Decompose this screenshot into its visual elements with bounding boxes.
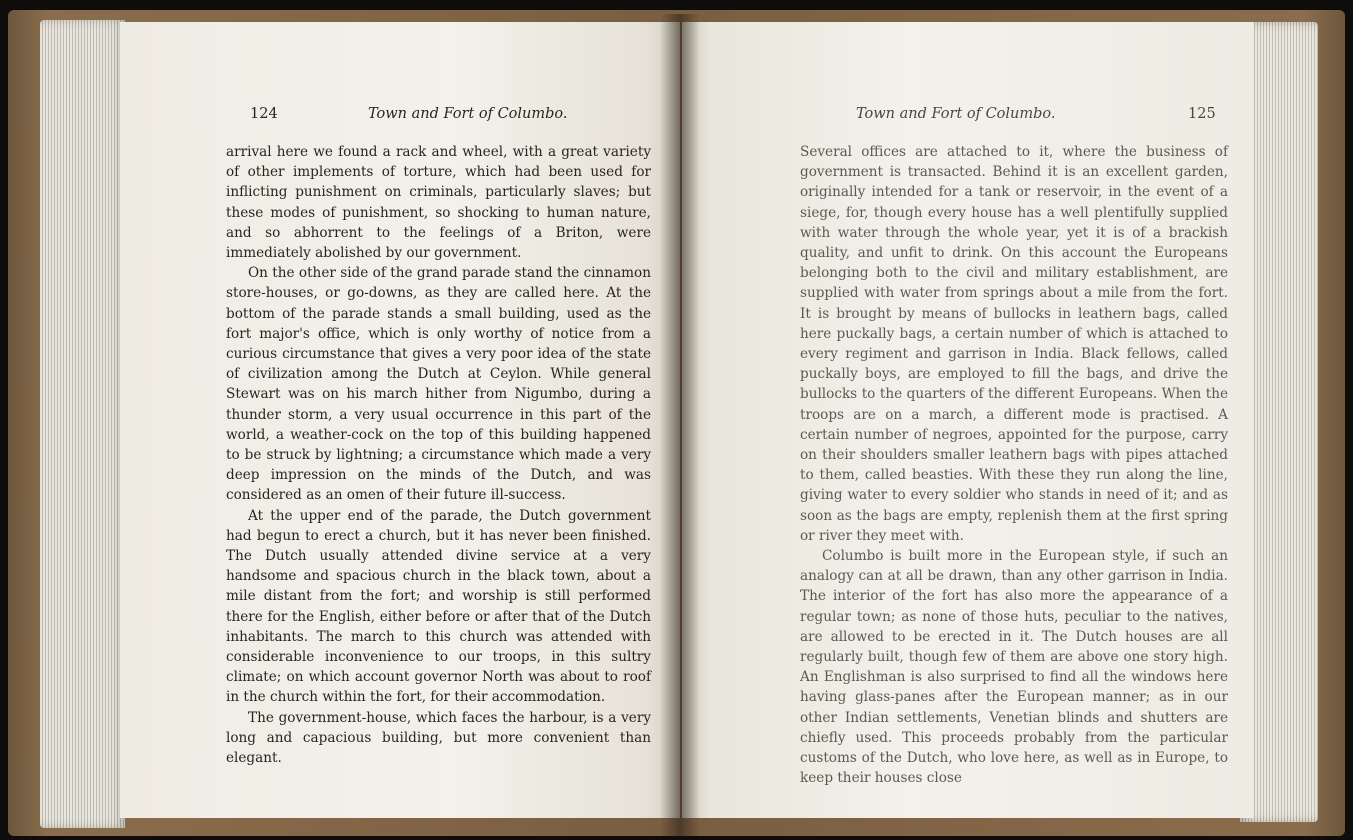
paragraph: The government-house, which faces the harbour, is a very long and capacious building, but more convenient than elegant.: [226, 709, 651, 767]
page-number: 125: [1188, 106, 1216, 122]
left-page: [120, 22, 680, 818]
page-number: 124: [250, 106, 278, 122]
right-page: [682, 22, 1254, 818]
right-page-header: [842, 106, 1242, 128]
paragraph: At the upper end of the parade, the Dutch government had begun to erect a church, but it has never been finished. The Dutch usually attended divine service at a very handsome and spacious church in the black town, about a mile distant from the fort; and worship is still performed there for the English, either before or after that of the Dutch inhabitants. The march to this church was attended with considerable inconvenience to our troops, in this sultry climate; on which account governor North was about to roof in the church within the fort, for their accommodation.: [226, 507, 651, 706]
paragraph: Columbo is built more in the European style, if such an analogy can at all be drawn, than any other garrison in India. The interior of the fort has also more the appearance of a regular town; as none of those huts, peculiar to the natives, are allowed to be erected in it. The Dutch houses are all regularly built, though few of them are above one story high. An Englishman is also surprised to find all the windows here having glass-panes after the European manner; as in our other Indian settlements, Venetian blinds and shutters are chiefly used. This proceeds probably from the particular customs of the Dutch, who love here, as well as in Europe, to keep their houses close: [800, 548, 1228, 787]
right-page-body: [800, 142, 1228, 789]
paragraph: Several offices are attached to it, where the business of government is transacted. Behind it is an excellent garden, originally intended for a tank or reservoir, in the event of a siege, for, though every house has a well plentifully supplied with water through the whole year, yet it is of a brackish quality, and unfit to drink. On this account the Europeans belonging both to the civil and military establishment, are supplied with water from springs about a mile from the fort. It is brought by means of bullocks in leathern bags, called here puckally bags, a certain number of which is attached to every regiment and garrison in India. Black fellows, called puckally boys, are employed to fill the bags, and drive the bullocks to the quarters of the different Europeans. When the troops are on a march, a different mode is practised. A certain number of negroes, appointed for the purpose, carry on their shoulders smaller leathern bags with pipes attached to them, called beasties. With these they run along the line, giving water to every soldier who stands in need of it; and as soon as the bags are empty, replenish them at the first spring or river they meet with.: [800, 144, 1228, 544]
left-page-body: [226, 142, 651, 768]
paragraph: arrival here we found a rack and wheel, with a great variety of other implements of torture, which had been used for inflicting punishment on criminals, particularly slaves; but these modes of punishment, so shocking to human nature, and so abhorrent to the feelings of a Briton, were immediately abolished by our government.: [226, 144, 651, 262]
running-head: Town and Fort of Columbo.: [368, 106, 568, 122]
running-head: Town and Fort of Columbo.: [856, 106, 1056, 122]
book-spine-gutter: [660, 14, 700, 836]
left-page-edges: [40, 20, 125, 828]
left-page-header: [250, 106, 670, 128]
paragraph: On the other side of the grand parade stand the cinnamon store-houses, or go-downs, as they are called here. At the bottom of the parade stands a small building, used as the fort major's office, which is only worthy of notice from a curious circumstance that gives a very poor idea of the state of civilization among the Dutch at Ceylon. While general Stewart was on his march hither from Nigumbo, during a thunder storm, a very usual occurrence in this part of the world, a weather-cock on the top of this building happened to be struck by lightning; a circumstance which made a very deep impression on the minds of the Dutch, and was considered as an omen of their future ill-success.: [226, 265, 651, 504]
